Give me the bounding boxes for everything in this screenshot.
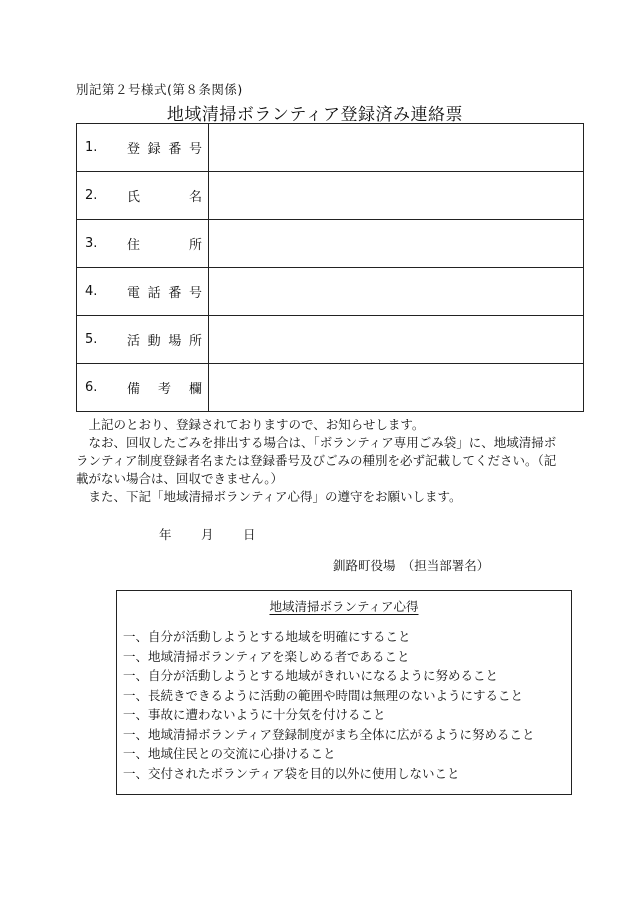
label-char: 動	[147, 334, 161, 349]
notice-paragraph: 上記のとおり、登録されておりますので、お知らせします。	[88, 417, 425, 432]
notice-paragraph: なお、回収したごみを排出する場合は、「ボランティア専用ごみ袋」に、地域清掃ボランティア制度登録者名または登録番号及びごみの種別を必ず記載してください。（記載がない場合は、回収できません。）	[76, 435, 557, 486]
row-label	[77, 172, 209, 220]
row-label	[77, 124, 209, 172]
guidelines-title: 地域清掃ボランティア心得	[269, 599, 419, 614]
label-char: 名	[188, 190, 202, 205]
label-char: 欄	[188, 382, 202, 397]
label-char: 番	[168, 286, 182, 301]
registration-number-field[interactable]	[209, 124, 584, 172]
address-field[interactable]	[209, 220, 584, 268]
row-label-text	[125, 378, 202, 397]
label-char: 考	[157, 382, 171, 397]
form-reference: 別記第２号様式(第８条関係)	[76, 82, 243, 97]
list-item: 一、自分が活動しようとする地域がきれいになるように努めること	[123, 668, 499, 683]
label-char: 所	[188, 334, 202, 349]
row-label-text	[125, 186, 202, 205]
remarks-field[interactable]	[209, 364, 584, 412]
table-row-name	[77, 172, 584, 220]
row-label	[77, 220, 209, 268]
row-number: 3.	[85, 236, 98, 251]
table-row-activity-place	[77, 316, 584, 364]
table-row-phone	[77, 268, 584, 316]
row-label-text	[125, 138, 202, 157]
label-char: 氏	[127, 190, 141, 205]
row-label-text	[125, 282, 202, 301]
list-item: 一、交付されたボランティア袋を目的以外に使用しないこと	[123, 765, 460, 781]
registration-table	[76, 123, 584, 412]
table-row-registration-number	[77, 124, 584, 172]
table-row-remarks	[77, 364, 584, 412]
label-char: 録	[147, 142, 161, 157]
row-label	[77, 268, 209, 316]
label-char: 号	[188, 286, 202, 301]
document-title: 地域清掃ボランティア登録済み連絡票	[166, 105, 464, 125]
label-char: 住	[127, 238, 141, 253]
label-char: 号	[188, 142, 202, 157]
notice-text	[76, 416, 566, 506]
date-line	[159, 525, 256, 543]
list-item: 一、事故に遭わないように十分気を付けること	[123, 707, 386, 722]
date-month: 月	[201, 527, 214, 542]
row-label	[77, 316, 209, 364]
row-label	[77, 364, 209, 412]
row-number: 4.	[85, 284, 98, 299]
label-char: 番	[168, 142, 182, 157]
row-number: 2.	[85, 188, 98, 203]
label-char: 電	[127, 286, 141, 301]
activity-place-field[interactable]	[209, 316, 584, 364]
list-item: 一、地域清掃ボランティアを楽しめる者であること	[123, 648, 410, 664]
row-number: 5.	[85, 332, 98, 347]
label-char: 話	[147, 286, 161, 301]
date-day: 日	[243, 527, 256, 542]
label-char: 備	[127, 382, 141, 397]
table-row-address	[77, 220, 584, 268]
list-item: 一、地域清掃ボランティア登録制度がまち全体に広がるように努めること	[123, 726, 535, 742]
notice-paragraph: また、下記「地域清掃ボランティア心得」の遵守をお願いします。	[88, 489, 462, 504]
date-year: 年	[159, 527, 172, 542]
list-item: 一、地域住民との交流に心掛けること	[123, 746, 336, 761]
row-number: 6.	[85, 380, 98, 395]
label-char: 登	[127, 142, 141, 157]
row-number: 1.	[85, 140, 98, 155]
row-label-text	[125, 330, 202, 349]
row-label-text	[125, 234, 202, 253]
label-char: 活	[127, 334, 141, 349]
guidelines-box	[116, 590, 572, 795]
label-char: 場	[168, 334, 182, 349]
list-item: 一、自分が活動しようとする地域を明確にすること	[123, 629, 411, 644]
list-item: 一、長続きできるように活動の範囲や時間は無理のないようにすること	[123, 687, 524, 703]
label-char: 所	[188, 238, 202, 253]
office-name: 釧路町役場 （担当部署名）	[333, 558, 490, 573]
phone-field[interactable]	[209, 268, 584, 316]
guidelines-list	[123, 627, 563, 783]
name-field[interactable]	[209, 172, 584, 220]
